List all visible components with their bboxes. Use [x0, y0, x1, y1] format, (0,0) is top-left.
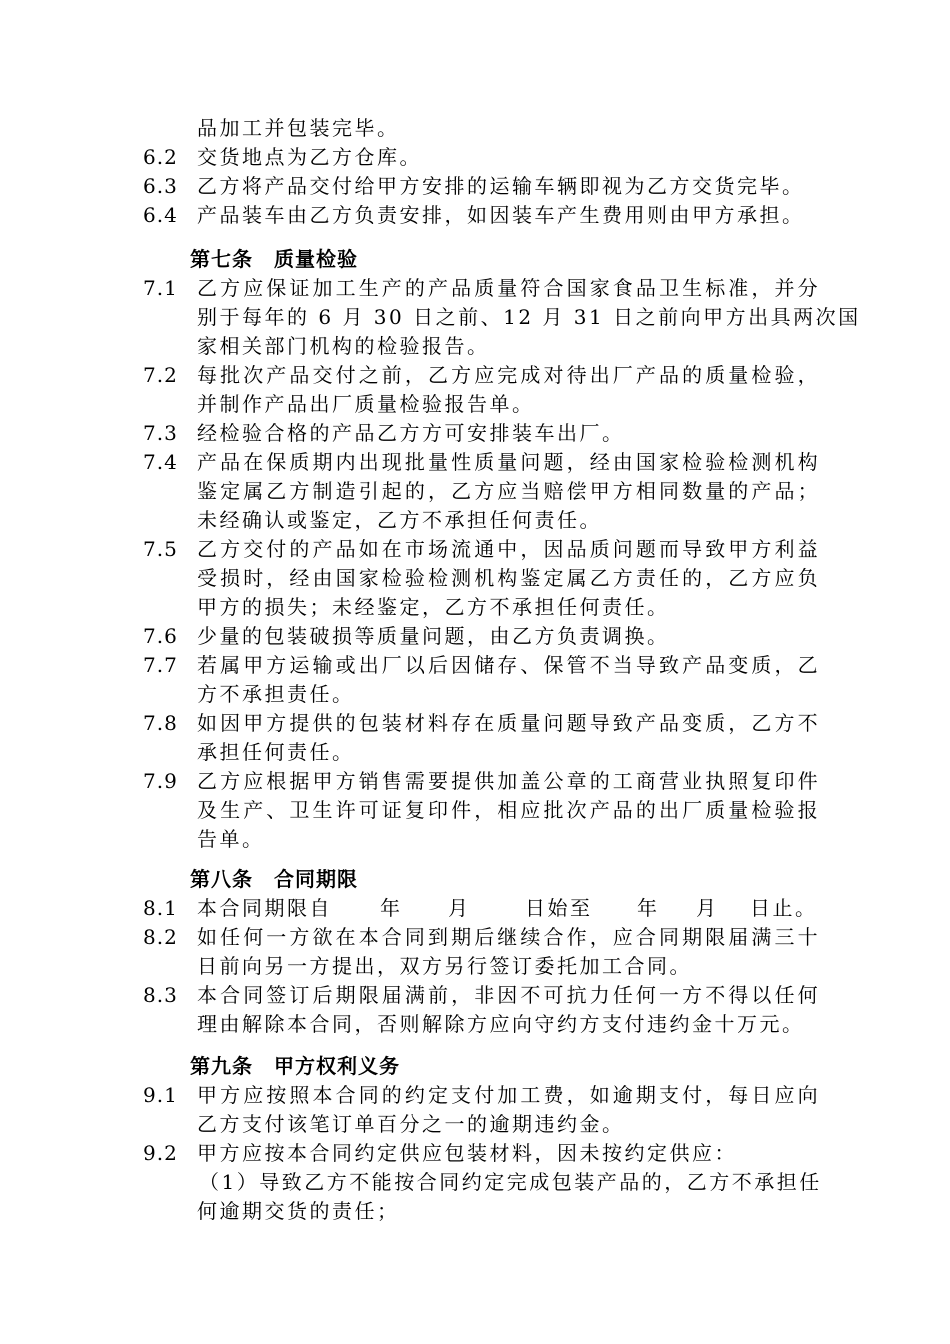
clause-7-8-line-2: 承担任何责任。 [197, 740, 355, 764]
clause-7-7-line-2: 方不承担责任。 [197, 682, 355, 706]
clause-7-1-line-3: 家相关部门机构的检验报告。 [197, 334, 490, 358]
clause-7-9-line-3: 告单。 [197, 827, 265, 851]
clause-8-2: 8.2 如任何一方欲在本合同到期后继续合作，应合同期限届满三十 [143, 925, 821, 949]
clause-7-9: 7.9 乙方应根据甲方销售需要提供加盖公章的工商营业执照复印件 [143, 769, 821, 793]
section-7 [0, 245, 950, 854]
clause-9-1-line-2: 乙方支付该笔订单百分之一的逾期违约金。 [197, 1112, 625, 1136]
clause-9-2: 9.2 甲方应按本合同约定供应包装材料，因未按约定供应： [143, 1141, 737, 1165]
clause-6-3: 6.3 乙方将产品交付给甲方安排的运输车辆即视为乙方交货完毕。 [143, 174, 805, 198]
clause-7-2: 7.2 每批次产品交付之前，乙方应完成对待出厂产品的质量检验， [143, 363, 821, 387]
clause-9-2-line-2: （1）导致乙方不能按合同约定完成包装产品的，乙方不承担任 [199, 1170, 822, 1194]
clause-7-5-line-3: 甲方的损失；未经鉴定，乙方不承担任何责任。 [197, 595, 670, 619]
clause-6-2: 6.2 交货地点为乙方仓库。 [143, 145, 422, 169]
clause-7-8: 7.8 如因甲方提供的包装材料存在质量问题导致产品变质，乙方不 [143, 711, 821, 735]
section-9 [0, 1052, 950, 1226]
clause-8-3-line-2: 理由解除本合同，否则解除方应向守约方支付违约金十万元。 [197, 1012, 805, 1036]
clause-8-1: 8.1 本合同期限自 年 月 日始至 年 月 日止。 [143, 896, 818, 920]
clause-7-5: 7.5 乙方交付的产品如在市场流通中，因品质问题而导致甲方利益 [143, 537, 821, 561]
clause-7-3: 7.3 经检验合格的产品乙方方可安排装车出厂。 [143, 421, 625, 445]
clause-8-2-line-2: 日前向另一方提出，双方另行签订委托加工合同。 [197, 954, 692, 978]
section-8 [0, 865, 950, 1039]
clause-7-1-line-2: 别于每年的 6 月 30 日之前、12 月 31 日之前向甲方出具两次国 [197, 305, 861, 329]
clause-6-4: 6.4 产品装车由乙方负责安排，如因装车产生费用则由甲方承担。 [143, 203, 805, 227]
section-6 [0, 114, 950, 230]
clause-7-5-line-2: 受损时，经由国家检验检测机构鉴定属乙方责任的，乙方应负 [197, 566, 821, 590]
clause-7-2-line-2: 并制作产品出厂质量检验报告单。 [197, 392, 535, 416]
clause-7-1: 7.1 乙方应保证加工生产的产品质量符合国家食品卫生标准，并分 [143, 276, 821, 300]
clause-7-6: 7.6 少量的包装破损等质量问题，由乙方负责调换。 [143, 624, 670, 648]
clause-6-1-continuation: 品加工并包装完毕。 [197, 116, 400, 140]
clause-7-7: 7.7 若属甲方运输或出厂以后因储存、保管不当导致产品变质，乙 [143, 653, 821, 677]
section-9-heading: 第九条 甲方权利义务 [190, 1054, 400, 1078]
clause-9-1: 9.1 甲方应按照本合同的约定支付加工费，如逾期支付，每日应向 [143, 1083, 821, 1107]
clause-7-9-line-2: 及生产、卫生许可证复印件，相应批次产品的出厂质量检验报 [197, 798, 821, 822]
clause-8-3: 8.3 本合同签订后期限届满前，非因不可抗力任何一方不得以任何 [143, 983, 821, 1007]
clause-7-4-line-2: 鉴定属乙方制造引起的，乙方应当赔偿甲方相同数量的产品； [197, 479, 821, 503]
clause-9-2-line-3: 何逾期交货的责任； [197, 1199, 400, 1223]
section-8-heading: 第八条 合同期限 [190, 867, 358, 891]
clause-7-4: 7.4 产品在保质期内出现批量性质量问题，经由国家检验检测机构 [143, 450, 821, 474]
section-7-heading: 第七条 质量检验 [190, 247, 358, 271]
clause-7-4-line-3: 未经确认或鉴定，乙方不承担任何责任。 [197, 508, 602, 532]
